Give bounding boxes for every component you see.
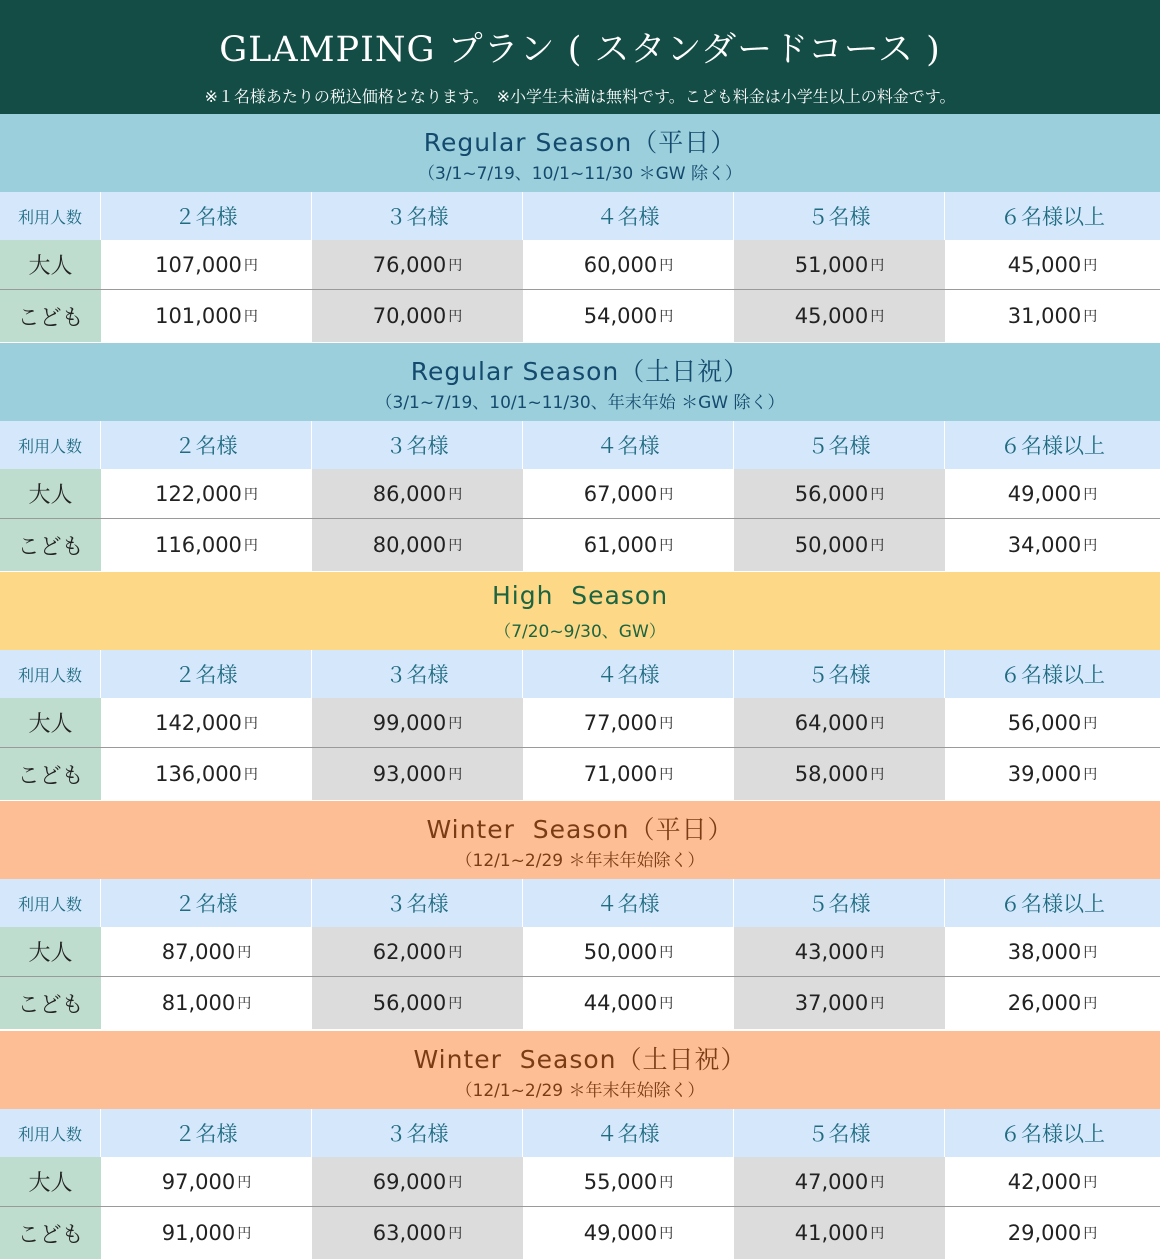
yen-unit: 円 xyxy=(659,767,674,783)
yen-unit: 円 xyxy=(243,257,258,274)
column-header-row xyxy=(0,1109,1160,1157)
child-label: こども xyxy=(0,977,101,1029)
season-name: Regular Season（平日） xyxy=(423,128,737,157)
price-value: 93,000 xyxy=(372,762,447,786)
yen-unit: 円 xyxy=(870,1226,885,1242)
yen-unit: 円 xyxy=(448,1174,463,1191)
adult-label: 大人 xyxy=(0,240,101,289)
group-size-header: ６名様以上 xyxy=(1000,663,1105,687)
price-cell xyxy=(945,977,1160,1029)
column-header-row xyxy=(0,421,1160,469)
season-section xyxy=(0,1031,1160,1259)
child-price-row xyxy=(0,290,1160,342)
price-value: 45,000 xyxy=(794,304,869,328)
yen-unit: 円 xyxy=(237,1226,252,1242)
price-value: 76,000 xyxy=(372,252,447,277)
price-cell xyxy=(945,927,1160,976)
child-price-row xyxy=(0,748,1160,800)
yen-unit: 円 xyxy=(870,309,885,325)
group-size-header: ５名様 xyxy=(734,421,945,469)
yen-unit: 円 xyxy=(243,309,258,325)
price-cell xyxy=(312,698,523,747)
price-cell xyxy=(945,519,1160,571)
group-size-header: ６名様以上 xyxy=(1000,434,1105,458)
season-period: （3/1~7/19、10/1~11/30 ＊GW 除く） xyxy=(418,164,742,184)
yen-unit: 円 xyxy=(659,486,674,503)
adult-label: 大人 xyxy=(0,927,101,976)
price-value: 70,000 xyxy=(372,304,447,328)
group-size-header: ５名様 xyxy=(734,192,945,240)
price-value: 80,000 xyxy=(372,533,447,557)
yen-unit: 円 xyxy=(659,944,674,961)
price-note: ※１名様あたりの税込価格となります。 ※小学生未満は無料です。こども料金は小学生以上の料金です。 xyxy=(204,87,956,106)
group-size-header: ３名様 xyxy=(312,192,523,240)
price-cell xyxy=(312,519,523,571)
price-cell xyxy=(523,1157,734,1206)
child-label: こども xyxy=(0,1207,101,1259)
price-value: 71,000 xyxy=(583,762,658,786)
group-size-header: ４名様 xyxy=(523,192,734,240)
price-cell xyxy=(523,469,734,518)
price-cell xyxy=(945,1207,1160,1259)
price-value: 116,000 xyxy=(155,533,242,557)
price-cell xyxy=(312,1157,523,1206)
group-size-header: ３名様 xyxy=(312,650,523,698)
group-size-header: ３名様 xyxy=(312,421,523,469)
price-cell xyxy=(101,469,312,518)
price-cell xyxy=(734,469,945,518)
price-value: 34,000 xyxy=(1007,533,1082,557)
price-cell xyxy=(101,1157,312,1206)
count-label: 利用人数 xyxy=(0,1109,101,1157)
yen-unit: 円 xyxy=(1083,257,1098,274)
group-size-header: ２名様 xyxy=(101,421,312,469)
season-period: （12/1~2/29 ＊年末年始除く） xyxy=(455,1081,705,1101)
yen-unit: 円 xyxy=(659,996,674,1012)
yen-unit: 円 xyxy=(1083,538,1098,554)
price-value: 87,000 xyxy=(161,939,236,964)
price-value: 43,000 xyxy=(794,939,869,964)
price-value: 77,000 xyxy=(583,710,658,735)
price-value: 42,000 xyxy=(1007,1169,1082,1194)
price-value: 86,000 xyxy=(372,481,447,506)
price-cell xyxy=(734,698,945,747)
price-cell xyxy=(101,1207,312,1259)
season-name: Winter Season（土日祝） xyxy=(413,1045,747,1074)
price-value: 142,000 xyxy=(155,710,242,735)
yen-unit: 円 xyxy=(659,1174,674,1191)
price-value: 61,000 xyxy=(583,533,658,557)
price-value: 62,000 xyxy=(372,939,447,964)
price-value: 45,000 xyxy=(1007,252,1082,277)
season-header xyxy=(0,572,1160,650)
yen-unit: 円 xyxy=(243,538,258,554)
price-value: 107,000 xyxy=(155,252,242,277)
price-cell xyxy=(101,977,312,1029)
price-value: 37,000 xyxy=(794,991,869,1015)
price-cell xyxy=(312,977,523,1029)
yen-unit: 円 xyxy=(1083,486,1098,503)
yen-unit: 円 xyxy=(448,1226,463,1242)
price-cell xyxy=(101,240,312,289)
page-header xyxy=(0,0,1160,114)
yen-unit: 円 xyxy=(870,486,885,503)
price-value: 49,000 xyxy=(583,1221,658,1245)
price-value: 56,000 xyxy=(1007,710,1082,735)
yen-unit: 円 xyxy=(448,486,463,503)
price-cell xyxy=(945,240,1160,289)
yen-unit: 円 xyxy=(659,715,674,732)
price-value: 39,000 xyxy=(1007,762,1082,786)
yen-unit: 円 xyxy=(1083,996,1098,1012)
price-cell xyxy=(734,927,945,976)
yen-unit: 円 xyxy=(1083,944,1098,961)
yen-unit: 円 xyxy=(1083,1226,1098,1242)
group-size-header: ２名様 xyxy=(101,1109,312,1157)
price-cell xyxy=(734,240,945,289)
price-cell xyxy=(945,698,1160,747)
price-cell xyxy=(734,977,945,1029)
price-value: 47,000 xyxy=(794,1169,869,1194)
price-value: 136,000 xyxy=(155,762,242,786)
column-header-row xyxy=(0,192,1160,240)
yen-unit: 円 xyxy=(1083,1174,1098,1191)
price-value: 56,000 xyxy=(372,991,447,1015)
count-label: 利用人数 xyxy=(0,650,101,698)
price-value: 26,000 xyxy=(1007,991,1082,1015)
group-size-header: ４名様 xyxy=(523,1109,734,1157)
yen-unit: 円 xyxy=(659,309,674,325)
season-name: High Season xyxy=(491,581,669,610)
price-cell xyxy=(734,748,945,800)
price-value: 50,000 xyxy=(794,533,869,557)
price-value: 63,000 xyxy=(372,1221,447,1245)
price-value: 58,000 xyxy=(794,762,869,786)
price-cell xyxy=(312,927,523,976)
season-header xyxy=(0,343,1160,421)
yen-unit: 円 xyxy=(237,996,252,1012)
price-value: 51,000 xyxy=(794,252,869,277)
price-value: 55,000 xyxy=(583,1169,658,1194)
yen-unit: 円 xyxy=(448,309,463,325)
season-header xyxy=(0,801,1160,879)
price-cell xyxy=(101,748,312,800)
yen-unit: 円 xyxy=(448,944,463,961)
group-size-header: ２名様 xyxy=(101,192,312,240)
group-size-header: ４名様 xyxy=(523,879,734,927)
price-value: 64,000 xyxy=(794,710,869,735)
group-size-header: ６名様以上 xyxy=(1000,1122,1105,1146)
count-label: 利用人数 xyxy=(0,879,101,927)
price-value: 122,000 xyxy=(155,481,242,506)
yen-unit: 円 xyxy=(448,996,463,1012)
yen-unit: 円 xyxy=(870,944,885,961)
price-cell xyxy=(523,698,734,747)
adult-price-row xyxy=(0,698,1160,748)
yen-unit: 円 xyxy=(448,715,463,732)
price-cell xyxy=(101,698,312,747)
price-value: 41,000 xyxy=(794,1221,869,1245)
price-cell xyxy=(523,290,734,342)
price-cell xyxy=(734,1207,945,1259)
price-cell xyxy=(734,290,945,342)
column-header-row xyxy=(0,879,1160,927)
price-cell xyxy=(312,1207,523,1259)
season-section xyxy=(0,801,1160,1029)
yen-unit: 円 xyxy=(1083,767,1098,783)
price-cell xyxy=(734,519,945,571)
price-cell xyxy=(101,927,312,976)
group-size-header: ３名様 xyxy=(312,1109,523,1157)
adult-price-row xyxy=(0,927,1160,977)
price-value: 99,000 xyxy=(372,710,447,735)
group-size-header: ５名様 xyxy=(734,1109,945,1157)
adult-label: 大人 xyxy=(0,469,101,518)
yen-unit: 円 xyxy=(448,767,463,783)
price-value: 67,000 xyxy=(583,481,658,506)
price-cell xyxy=(101,290,312,342)
group-size-header: ２名様 xyxy=(101,879,312,927)
season-section xyxy=(0,343,1160,571)
child-price-row xyxy=(0,1207,1160,1259)
season-header xyxy=(0,1031,1160,1109)
price-value: 101,000 xyxy=(155,304,242,328)
price-cell xyxy=(523,927,734,976)
group-size-header: ６名様以上 xyxy=(1000,892,1105,916)
price-cell xyxy=(945,469,1160,518)
price-cell xyxy=(523,1207,734,1259)
yen-unit: 円 xyxy=(237,944,252,961)
price-cell xyxy=(523,977,734,1029)
price-cell xyxy=(945,1157,1160,1206)
yen-unit: 円 xyxy=(243,767,258,783)
price-value: 97,000 xyxy=(161,1169,236,1194)
yen-unit: 円 xyxy=(659,257,674,274)
price-value: 49,000 xyxy=(1007,481,1082,506)
price-value: 44,000 xyxy=(583,991,658,1015)
price-cell xyxy=(945,290,1160,342)
yen-unit: 円 xyxy=(1083,715,1098,732)
group-size-header: ６名様以上 xyxy=(1000,205,1105,229)
price-value: 69,000 xyxy=(372,1169,447,1194)
yen-unit: 円 xyxy=(870,257,885,274)
yen-unit: 円 xyxy=(659,1226,674,1242)
season-name: Regular Season（土日祝） xyxy=(410,357,750,386)
price-value: 81,000 xyxy=(161,991,236,1015)
yen-unit: 円 xyxy=(870,1174,885,1191)
price-cell xyxy=(312,469,523,518)
price-value: 29,000 xyxy=(1007,1221,1082,1245)
yen-unit: 円 xyxy=(870,996,885,1012)
season-section xyxy=(0,572,1160,800)
group-size-header: ４名様 xyxy=(523,421,734,469)
yen-unit: 円 xyxy=(870,538,885,554)
season-header xyxy=(0,114,1160,192)
child-label: こども xyxy=(0,519,101,571)
yen-unit: 円 xyxy=(1083,309,1098,325)
price-cell xyxy=(312,748,523,800)
price-cell xyxy=(312,290,523,342)
price-value: 50,000 xyxy=(583,939,658,964)
group-size-header: ３名様 xyxy=(312,879,523,927)
count-label: 利用人数 xyxy=(0,421,101,469)
page-title: GLAMPING プラン ( スタンダードコース ) xyxy=(219,30,941,70)
yen-unit: 円 xyxy=(870,767,885,783)
yen-unit: 円 xyxy=(870,715,885,732)
price-cell xyxy=(101,519,312,571)
yen-unit: 円 xyxy=(237,1174,252,1191)
price-cell xyxy=(523,519,734,571)
group-size-header: ４名様 xyxy=(523,650,734,698)
adult-label: 大人 xyxy=(0,698,101,747)
price-cell xyxy=(945,748,1160,800)
price-cell xyxy=(734,1157,945,1206)
price-value: 54,000 xyxy=(583,304,658,328)
count-label: 利用人数 xyxy=(0,192,101,240)
group-size-header: ２名様 xyxy=(101,650,312,698)
season-name: Winter Season（平日） xyxy=(426,815,734,844)
child-price-row xyxy=(0,519,1160,571)
price-value: 31,000 xyxy=(1007,304,1082,328)
price-value: 56,000 xyxy=(794,481,869,506)
yen-unit: 円 xyxy=(448,538,463,554)
price-value: 91,000 xyxy=(161,1221,236,1245)
group-size-header: ５名様 xyxy=(734,879,945,927)
price-cell xyxy=(523,240,734,289)
child-label: こども xyxy=(0,290,101,342)
yen-unit: 円 xyxy=(243,715,258,732)
adult-price-row xyxy=(0,240,1160,290)
price-cell xyxy=(312,240,523,289)
price-cell xyxy=(523,748,734,800)
yen-unit: 円 xyxy=(659,538,674,554)
season-period: （3/1~7/19、10/1~11/30、年末年始 ＊GW 除く） xyxy=(375,393,785,413)
yen-unit: 円 xyxy=(243,486,258,503)
price-value: 60,000 xyxy=(583,252,658,277)
price-value: 38,000 xyxy=(1007,939,1082,964)
adult-price-row xyxy=(0,1157,1160,1207)
season-section xyxy=(0,114,1160,342)
season-period: （12/1~2/29 ＊年末年始除く） xyxy=(455,851,705,871)
child-price-row xyxy=(0,977,1160,1029)
group-size-header: ５名様 xyxy=(734,650,945,698)
adult-label: 大人 xyxy=(0,1157,101,1206)
yen-unit: 円 xyxy=(448,257,463,274)
child-label: こども xyxy=(0,748,101,800)
adult-price-row xyxy=(0,469,1160,519)
season-period: （7/20~9/30、GW） xyxy=(494,622,666,642)
column-header-row xyxy=(0,650,1160,698)
